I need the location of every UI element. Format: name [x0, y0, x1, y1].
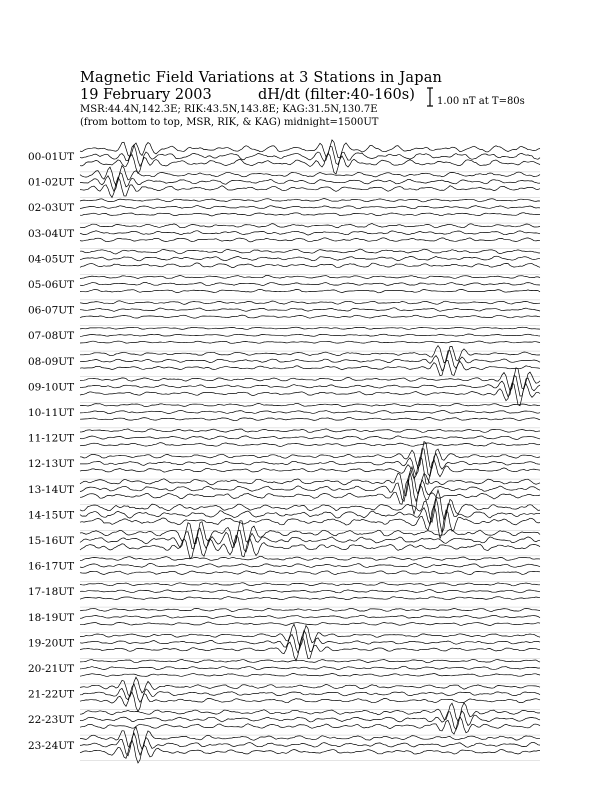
- trace-msr-row-15: [80, 535, 540, 558]
- hour-row-label: 10-11UT: [28, 407, 75, 419]
- trace-kag-row-14: [80, 490, 540, 522]
- hour-row-label: 19-20UT: [28, 637, 75, 650]
- trace-kag-row-19: [80, 624, 540, 647]
- trace-msr-row-3: [80, 238, 540, 242]
- trace-msr-row-6: [80, 315, 540, 318]
- trace-msr-row-19: [80, 636, 540, 660]
- trace-rik-row-17: [80, 590, 540, 593]
- trace-rik-row-4: [80, 256, 540, 261]
- trace-rik-row-6: [80, 308, 540, 312]
- hour-row-label: 11-12UT: [28, 432, 75, 445]
- hour-row-label: 18-19UT: [28, 611, 75, 624]
- trace-kag-row-13: [80, 467, 540, 496]
- trace-kag-row-17: [80, 583, 540, 586]
- trace-rik-row-13: [80, 472, 540, 501]
- trace-msr-row-2: [80, 213, 540, 216]
- trace-rik-row-3: [80, 231, 540, 235]
- trace-kag-row-6: [80, 301, 540, 305]
- hour-row-label: 01-02UT: [28, 176, 75, 189]
- stacking-note: (from bottom to top, MSR, RIK, & KAG) midnight=1500UT: [80, 117, 379, 128]
- trace-rik-row-7: [80, 334, 540, 336]
- trace-kag-row-10: [80, 403, 540, 406]
- trace-rik-row-18: [80, 615, 540, 618]
- trace-rik-row-11: [80, 436, 540, 440]
- chart-date: 19 February 2003: [80, 87, 212, 103]
- hour-row-label: 09-10UT: [28, 381, 75, 394]
- trace-kag-row-7: [80, 327, 540, 329]
- trace-msr-row-12: [80, 457, 540, 484]
- trace-msr-row-11: [80, 443, 540, 447]
- trace-kag-row-2: [80, 199, 540, 202]
- trace-kag-row-18: [80, 608, 540, 611]
- trace-kag-row-15: [80, 521, 540, 545]
- trace-msr-row-16: [80, 571, 540, 575]
- trace-rik-row-10: [80, 411, 540, 414]
- trace-msr-row-7: [80, 341, 540, 343]
- hour-row-label: 00-01UT: [28, 151, 75, 163]
- trace-rik-row-0: [80, 145, 540, 167]
- hour-row-label: 21-22UT: [28, 688, 75, 701]
- trace-msr-row-5: [80, 289, 540, 292]
- trace-rik-row-14: [80, 497, 540, 533]
- trace-rik-row-20: [80, 666, 540, 670]
- trace-msr-row-10: [80, 417, 540, 420]
- trace-msr-row-4: [80, 263, 540, 268]
- chart-parameter: dH/dt (filter:40-160s): [258, 87, 415, 103]
- trace-msr-row-13: [80, 479, 540, 514]
- hour-row-label: 20-21UT: [28, 663, 75, 675]
- hour-row-label: 07-08UT: [28, 330, 75, 343]
- trace-kag-row-20: [80, 659, 540, 662]
- trace-kag-row-9: [80, 368, 540, 391]
- trace-kag-row-4: [80, 249, 540, 254]
- hour-row-label: 13-14UT: [28, 483, 75, 496]
- trace-rik-row-5: [80, 282, 540, 285]
- hour-row-label: 05-06UT: [28, 279, 75, 291]
- hour-row-label: 23-24UT: [28, 739, 75, 752]
- trace-kag-row-3: [80, 224, 540, 228]
- hour-row-label: 22-23UT: [28, 714, 75, 727]
- trace-msr-row-17: [80, 597, 540, 600]
- trace-msr-row-21: [80, 692, 540, 712]
- station-coordinates: MSR:44.4N,142.3E; RIK:43.5N,143.8E; KAG:31.5N,130.7E: [80, 104, 378, 115]
- trace-rik-row-16: [80, 563, 540, 567]
- hour-row-label: 17-18UT: [28, 586, 75, 599]
- trace-kag-row-16: [80, 556, 540, 561]
- hour-row-label: 12-13UT: [28, 458, 75, 471]
- hour-row-label: 14-15UT: [28, 509, 75, 522]
- scale-bar-label: 1.00 nT at T=80s: [437, 96, 525, 107]
- trace-kag-row-11: [80, 429, 540, 433]
- trace-kag-row-1: [80, 166, 540, 186]
- hour-row-label: 08-09UT: [28, 355, 75, 368]
- chart-title: Magnetic Field Variations at 3 Stations in Japan: [80, 70, 443, 86]
- trace-msr-row-20: [80, 673, 540, 676]
- hour-row-label: 02-03UT: [28, 202, 75, 215]
- scale-bar: [427, 88, 433, 106]
- trace-rik-row-2: [80, 206, 540, 209]
- hour-row-label: 03-04UT: [28, 227, 75, 240]
- trace-msr-row-18: [80, 622, 540, 626]
- trace-kag-row-8: [80, 346, 540, 363]
- trace-msr-row-8: [80, 361, 540, 376]
- trace-msr-row-23: [80, 740, 540, 763]
- trace-kag-row-5: [80, 275, 540, 278]
- hour-row-label: 04-05UT: [28, 253, 75, 266]
- hour-row-label: 15-16UT: [28, 535, 75, 547]
- trace-msr-row-0: [80, 153, 540, 174]
- trace-rik-row-12: [80, 449, 540, 477]
- hour-row-label: 16-17UT: [28, 560, 75, 573]
- hour-row-label: 06-07UT: [28, 304, 75, 317]
